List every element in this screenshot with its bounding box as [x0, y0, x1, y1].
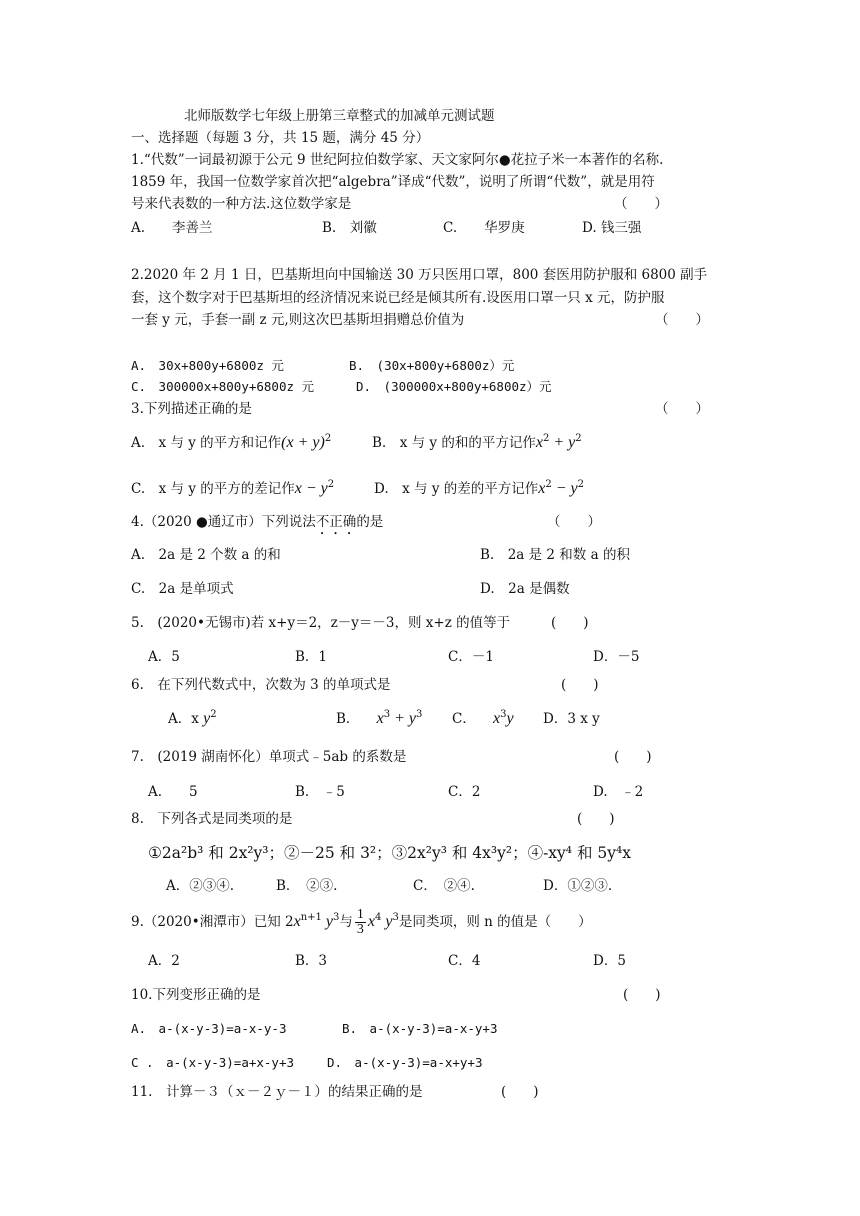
- q5-stem: 5. (2020•无锡市)若 x+y＝2，z－y＝－3，则 x+z 的值等于: [131, 615, 511, 631]
- q3-option-b-exp-1: 2: [542, 433, 550, 444]
- q3-option-d-formula-1: x: [538, 480, 546, 497]
- q5-answer-paren: ( ): [551, 615, 589, 631]
- q6-option-a-text: A．x: [168, 711, 199, 727]
- q3-option-b-text: B. x 与 y 的和的平方记作: [372, 435, 536, 451]
- q8-option-c: C． ②④.: [413, 878, 475, 894]
- q3-option-d-exp-1: 2: [545, 479, 552, 490]
- q9-option-a: A．2: [148, 953, 180, 969]
- q6-answer-paren: ( ): [561, 677, 599, 693]
- q7-option-d: D. ﹣2: [593, 784, 644, 800]
- q2-option-b: B. (30x+800y+6800z）元: [349, 358, 515, 373]
- q9-fraction: [355, 908, 366, 937]
- q9-stem-mid: 与: [339, 914, 353, 930]
- q11-answer-paren: ( ): [501, 1084, 539, 1100]
- q8-option-d: D．①②③.: [543, 878, 613, 894]
- q7-option-a: A. 5: [148, 784, 198, 800]
- q6-option-a-formula: y: [203, 710, 211, 727]
- q9-stem: [131, 907, 592, 937]
- q10-option-d: D. a-(x-y-3)=a-x+y+3: [327, 1055, 483, 1070]
- q3-option-b-exp-2: 2: [575, 433, 582, 444]
- section-heading: 一、选择题（每题 3 分，共 15 题，满分 45 分）: [131, 130, 430, 146]
- q1-answer-paren: （ ）: [614, 196, 668, 212]
- q8-answer-paren: ( ): [577, 811, 615, 827]
- q3-option-c-formula: x − y: [294, 480, 328, 497]
- q5-option-b: B．1: [295, 649, 328, 665]
- q4-stem-post: 的是: [356, 514, 384, 530]
- q9-formula-x2: x: [367, 913, 375, 930]
- q6-option-b-text: B．: [336, 711, 360, 727]
- q5-option-d: D．－5: [593, 649, 640, 665]
- q8-stem: 8. 下列各式是同类项的是: [131, 811, 293, 827]
- q10-stem: 10.下列变形正确的是: [131, 987, 261, 1003]
- q8-option-b: B． ②③.: [276, 878, 338, 894]
- q10-option-b: B. a-(x-y-3)=a-x-y+3: [342, 1021, 498, 1036]
- q1-option-c: C. 华罗庚: [443, 220, 525, 236]
- q9-option-b: B．3: [295, 953, 328, 969]
- q10-option-c: C . a-(x-y-3)=a+x-y+3: [131, 1055, 295, 1070]
- q1-line3: 号来代表数的一种方法.这位数学家是: [131, 196, 352, 212]
- q7-stem: 7. (2019 湖南怀化）单项式﹣5ab 的系数是: [131, 749, 407, 765]
- q3-option-a-text: A. x 与 y 的平方和记作: [131, 435, 282, 451]
- q5-option-a: A．5: [148, 649, 180, 665]
- q6-option-b-formula-2: + y: [390, 710, 416, 727]
- q8-option-a: A．②③④.: [166, 878, 235, 894]
- q6-option-b-exp-2: 3: [415, 709, 423, 720]
- q2-option-c: C. 300000x+800y+6800z 元: [131, 379, 315, 394]
- q2-answer-paren: （ ）: [655, 312, 709, 328]
- q3-option-a: [131, 434, 331, 452]
- page-title: 北师版数学七年级上册第三章整式的加减单元测试题: [184, 108, 495, 124]
- q2-line1: 2.2020 年 2 月 1 日，巴基斯坦向中国输送 30 万只医用口罩，800 套医用防护服和 6800 副手: [131, 267, 708, 283]
- q1-line1: 1.“代数”一词最初源于公元 9 世纪阿拉伯数学家、天文家阿尔●花拉子米一本著作的名称.: [131, 152, 664, 168]
- q5-option-c: C．－1: [448, 649, 494, 665]
- q4-option-b: B. 2a 是 2 和数 a 的积: [480, 547, 630, 563]
- q3-option-b-formula-1: x: [535, 434, 543, 451]
- q3-option-c-text: C. x 与 y 的平方的差记作: [131, 481, 295, 497]
- q3-option-b-formula-2: + y: [549, 434, 576, 451]
- q6-option-c-exp: 3: [500, 709, 507, 720]
- q9-formula-y2: y: [381, 913, 393, 930]
- q9-option-c: C．4: [448, 953, 481, 969]
- q6-option-c-text: C．: [452, 711, 476, 727]
- q3-option-d-formula-2: − y: [551, 480, 578, 497]
- q10-answer-paren: ( ): [623, 987, 661, 1003]
- q3-option-d: [374, 480, 584, 498]
- q7-option-b: B. ﹣5: [295, 784, 345, 800]
- q8-expression-items: ①2a²b³ 和 2x²y³；②－25 和 3²；③2x²y³ 和 4x³y²；④-xy⁴ 和 5y⁴x: [148, 844, 631, 862]
- q3-option-d-text: D. x 与 y 的差的平方记作: [374, 481, 539, 497]
- q4-stem-pre: 4.（2020 ●通辽市）下列说法: [131, 514, 316, 530]
- q9-stem-post: 是同类项，则 n 的值是（ ）: [398, 914, 592, 930]
- q1-line2: 1859 年，我国一位数学家首次把“algebra”译成“代数”，说明了所谓“代数”，就是用符: [131, 174, 655, 190]
- q4-option-d: D. 2a 是偶数: [480, 581, 570, 597]
- q6-option-a-exp: 2: [210, 709, 217, 720]
- q3-option-c: [131, 480, 334, 498]
- q6-stem: 6. 在下列代数式中，次数为 3 的单项式是: [131, 677, 391, 693]
- q9-formula-y: y: [321, 913, 333, 930]
- q6-option-b-exp-1: 3: [383, 709, 391, 720]
- q3-option-a-exp: 2: [324, 433, 332, 444]
- q6-option-c: [452, 710, 514, 728]
- q1-option-d: D. 钱三强: [582, 220, 642, 236]
- q10-option-a: A. a-(x-y-3)=a-x-y-3: [131, 1021, 287, 1036]
- q3-option-d-exp-2: 2: [577, 479, 585, 490]
- q1-option-b: B. 刘徽: [322, 220, 377, 236]
- q3-option-a-formula: (x + y): [281, 434, 325, 451]
- q4-answer-paren: （ ）: [547, 514, 601, 530]
- q9-stem-pre: 9.（2020•湘潭市）已知 2: [131, 914, 294, 930]
- q9-exp-x4: 4: [374, 912, 382, 923]
- q2-line2: 套，这个数字对于巴基斯坦的经济情况来说已经是倾其所有.设医用口罩一只 x 元，防护服: [131, 290, 665, 306]
- q4-option-a: A. 2a 是 2 个数 a 的和: [131, 547, 281, 563]
- q6-option-b-formula-1: x: [376, 710, 384, 727]
- q9-fraction-den: 3: [356, 922, 364, 937]
- q6-option-b: [336, 710, 422, 728]
- q3-option-b: [372, 434, 582, 452]
- q4-stem-emphasis: 不正确: [315, 514, 357, 530]
- q9-exp-n1: n+1: [300, 912, 322, 923]
- q2-option-a: A. 30x+800y+6800z 元: [131, 358, 284, 373]
- q6-option-c-formula-2: y: [506, 710, 514, 727]
- q9-formula-x: x: [293, 913, 301, 930]
- q7-answer-paren: ( ): [614, 749, 652, 765]
- q9-option-d: D．5: [593, 953, 626, 969]
- q4-option-c: C. 2a 是单项式: [131, 581, 234, 597]
- q3-stem: 3.下列描述正确的是: [131, 401, 252, 417]
- q9-fraction-num: 1: [356, 907, 364, 922]
- q3-option-c-exp: 2: [327, 479, 335, 490]
- q9-exp-y3b: 3: [392, 912, 399, 923]
- q2-option-d: D. (300000x+800y+6800z）元: [356, 379, 552, 394]
- q7-option-c: C．2: [448, 784, 481, 800]
- q6-option-d: D．3 x y: [543, 711, 600, 727]
- q9-exp-y3: 3: [333, 912, 340, 923]
- q6-option-c-formula-1: x: [493, 710, 501, 727]
- q3-answer-paren: （ ）: [655, 401, 709, 417]
- q4-stem: [131, 513, 383, 538]
- q1-option-a: A. 李善兰: [131, 220, 213, 236]
- q2-line3: 一套 y 元，手套一副 z 元,则这次巴基斯坦捐赠总价值为: [131, 312, 465, 328]
- q11-stem: 11. 计算－３（ｘ－２ｙ－１）的结果正确的是: [131, 1084, 423, 1100]
- q6-option-a: [168, 710, 217, 728]
